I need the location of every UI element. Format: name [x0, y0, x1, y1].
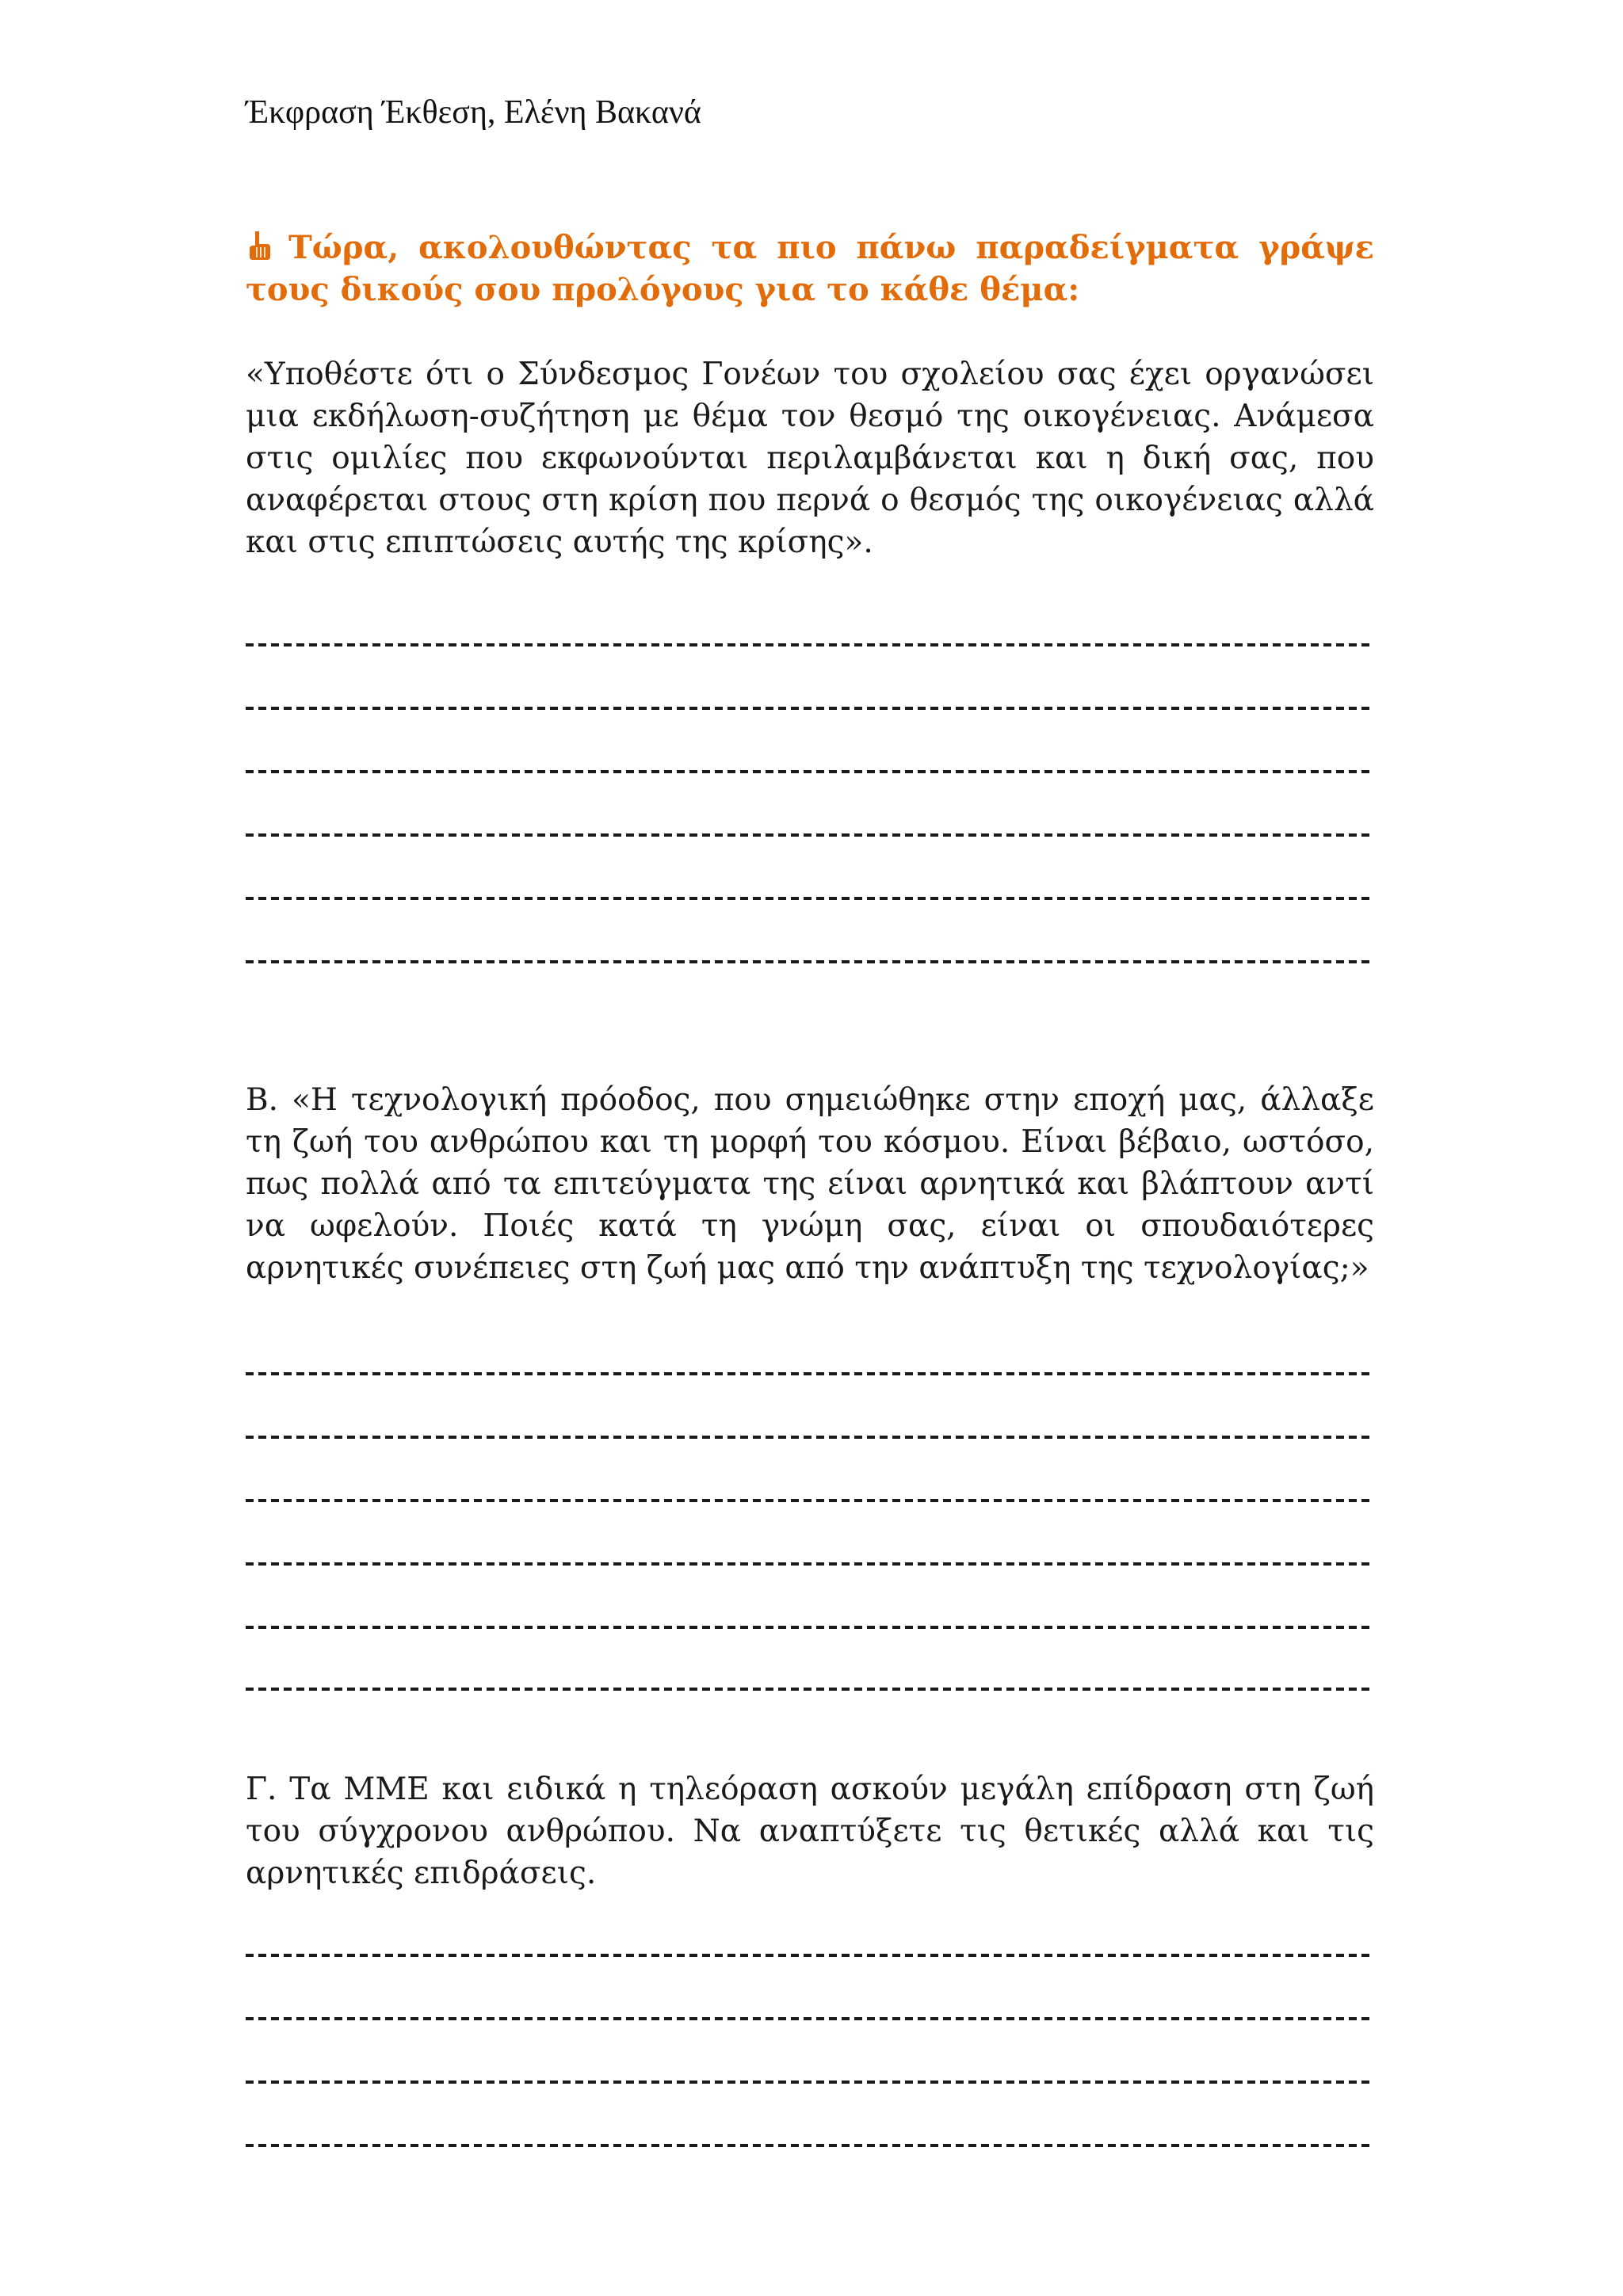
answer-line[interactable] [246, 2081, 1374, 2084]
topic-a-prompt: «Υποθέστε ότι ο Σύνδεσμος Γονέων του σχολείου σας έχει οργανώσει μια εκδήλωση-συζήτηση με θέμα τον θεσμό της οικογένειας. Ανάμεσα στις ομιλίες που εκφωνούνται περιλαμβάνεται και η δική σας, που αναφέρεται στους στη κρίση που περνά ο θεσμός της οικογένειας αλλά και στις επιπτώσεις αυτής της κρίσης». [246, 357, 1374, 560]
pointing-hand-icon [246, 230, 273, 261]
page-header: Έκφραση Έκθεση, Ελένη Βακανά [246, 94, 701, 131]
answer-line[interactable] [246, 1626, 1374, 1629]
answer-line[interactable] [246, 1562, 1374, 1566]
topic-b-prompt: Β. «Η τεχνολογική πρόοδος, που σημειώθηκε στην εποχή μας, άλλαξε τη ζωή του ανθρώπου και τη μορφή του κόσμου. Είναι βέβαιο, ωστόσο, πως πολλά από τα επιτεύγματα της είναι αρνητικά και βλάπτουν αντί να ωφελούν. Ποιές κατά τη γνώμη σας, είναι οι σπουδαιότερες αρνητικές συνέπειες στη ζωή μας από την ανάπτυξη της τεχνολογίας;» [246, 1082, 1374, 1286]
answer-line[interactable] [246, 1436, 1374, 1439]
topic-c-prompt: Γ. Τα ΜΜΕ και ειδικά η τηλεόραση ασκούν μεγάλη επίδραση στη ζωή του σύγχρονου ανθρώπου. Να αναπτύξετε τις θετικές αλλά και τις αρνητικές επιδράσεις. [246, 1772, 1374, 1891]
answer-line[interactable] [246, 2017, 1374, 2020]
answer-line[interactable] [246, 960, 1374, 963]
answer-line[interactable] [246, 897, 1374, 900]
answer-line[interactable] [246, 1372, 1374, 1375]
instruction-text: Τώρα, ακολουθώντας τα πιο πάνω παραδείγματα γράψε τους δικούς σου προλόγους για το κάθε θέμα: [246, 229, 1374, 308]
answer-line[interactable] [246, 1954, 1374, 1957]
answer-line[interactable] [246, 1499, 1374, 1502]
answer-line[interactable] [246, 1688, 1374, 1691]
answer-line[interactable] [246, 707, 1374, 710]
answer-line[interactable] [246, 770, 1374, 773]
answer-line[interactable] [246, 833, 1374, 837]
answer-line[interactable] [246, 643, 1374, 646]
instruction-heading [246, 227, 1374, 311]
answer-line[interactable] [246, 2144, 1374, 2147]
